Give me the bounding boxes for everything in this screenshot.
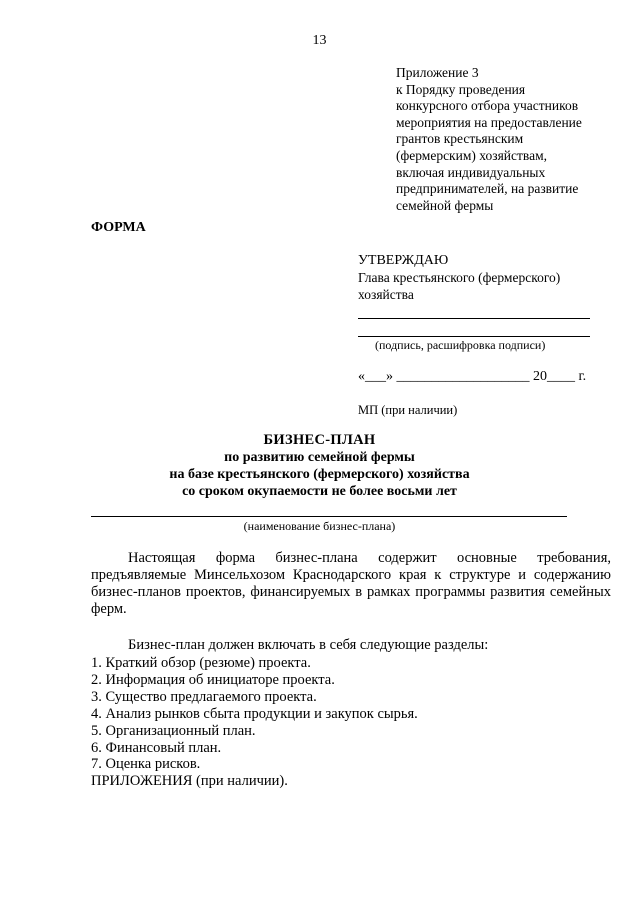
annex-line: мероприятия на предоставление [396,114,582,130]
sections-list [91,655,418,790]
document-title [0,432,639,500]
list-item: 4. Анализ рынков сбыта продукции и закупок сырья. [91,705,418,722]
signature-caption: (подпись, расшифровка подписи) [375,338,546,352]
annex-block [396,65,626,214]
appendix-line: ПРИЛОЖЕНИЯ (при наличии). [91,773,288,790]
title-main: БИЗНЕС-ПЛАН [263,432,376,448]
page-number: 13 [312,33,327,48]
signature-line [358,318,590,319]
forma-label: ФОРМА [91,220,146,235]
annex-line: предпринимателей, на развитие [396,181,579,197]
list-item: 3. Существо предлагаемого проекта. [91,688,317,705]
annex-line: включая индивидуальных [396,164,546,180]
title-line: на базе крестьянского (фермерского) хозяйства [169,467,470,482]
list-item: 2. Информация об инициаторе проекта. [91,671,335,688]
annex-line: (фермерским) хозяйствам, [396,147,548,163]
list-item: 5. Организационный план. [91,722,256,739]
annex-line: Приложение 3 [396,65,479,80]
intro-paragraph: Настоящая форма бизнес-плана содержит основные требования, предъявляемые Минсельхозом Краснодарского края к структуре и содержанию бизнес-планов проектов, финансируемых в рамках программы развития семейных ферм. [91,550,611,617]
list-item: 1. Краткий обзор (резюме) проекта. [91,655,311,671]
business-plan-name-line [91,516,567,517]
title-line: по развитию семейной фермы [224,450,415,465]
approval-head-line: Глава крестьянского (фермерского) [358,270,561,285]
list-item: 6. Финансовый план. [91,739,222,756]
annex-line: конкурсного отбора участников [396,98,579,114]
signature-line [358,336,590,337]
approval-head-line: хозяйства [358,286,414,302]
business-plan-name-caption: (наименование бизнес-плана) [243,519,396,533]
annex-line: грантов крестьянским [396,131,524,147]
title-line: со сроком окупаемости не более восьми лет [182,484,457,499]
sections-intro: Бизнес-план должен включать в себя следующие разделы: [128,637,489,653]
annex-line: к Порядку проведения [396,81,526,97]
approval-block [358,252,618,303]
list-item: 7. Оценка рисков. [91,756,201,773]
approval-date-line: «___» ___________________ 20____ г. [358,369,587,384]
stamp-note: МП (при наличии) [358,403,458,417]
approval-title: УТВЕРЖДАЮ [358,253,449,268]
annex-line: семейной фермы [396,197,494,213]
